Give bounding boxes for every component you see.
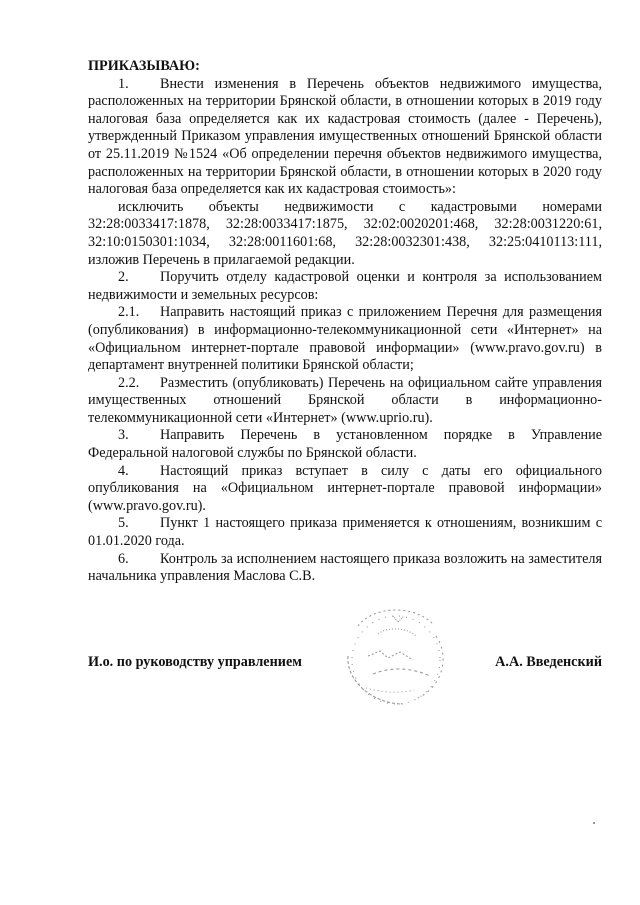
item-2-2-number: 2.2. — [118, 374, 140, 391]
item-2-2 — [88, 375, 602, 428]
item-2-2-text: Разместить (опубликовать) Перечень на официальном сайте управления имущественных отношений Брянской области в информационно-телекоммуникационной сети «Интернет» (www.uprio.ru). — [88, 374, 602, 426]
item-1 — [88, 76, 602, 199]
order-body — [88, 58, 602, 586]
item-4 — [88, 463, 602, 516]
item-2-number: 2. — [118, 269, 129, 286]
item-4-number: 4. — [118, 462, 129, 479]
item-3-number: 3. — [118, 427, 129, 444]
item-5-number: 5. — [118, 515, 129, 532]
item-1-exclusion: исключить объекты недвижимости с кадастровыми номерами 32:28:0033417:1878, 32:28:0033417:1875, 32:02:0020201:468, 32:28:0031220:61, 32:10:0150301:1034, 32:28:0011601:68, 32:28:0032301:438, 32:25:0410113:111, изложив Перечень в прилагаемой редакции. — [88, 198, 602, 268]
item-3-text: Направить Перечень в установленном порядке в Управление Федеральной налоговой службы по Брянской области. — [88, 427, 602, 462]
scan-speck — [593, 822, 595, 824]
item-6 — [88, 551, 602, 586]
item-2-1 — [88, 304, 602, 374]
item-2 — [88, 269, 602, 304]
item-1-number: 1. — [118, 75, 129, 92]
item-3 — [88, 427, 602, 462]
order-heading: ПРИКАЗЫВАЮ: — [88, 58, 200, 74]
item-5-text: Пункт 1 настоящего приказа применяется к отношениям, возникшим с 01.01.2020 года. — [88, 515, 602, 550]
signer-position: И.о. по руководству управлением — [88, 654, 302, 670]
item-4-text: Настоящий приказ вступает в силу с даты его официального опубликования на «Официальном интернет-портале правовой информации» (www.pravo.gov.ru). — [88, 462, 602, 514]
signer-name: А.А. Введенский — [495, 654, 602, 670]
item-2-1-text: Направить настоящий приказ с приложением Перечня для размещения (опубликования) в информационно-телекоммуникационной сети «Интернет» на «Официальном интернет-портале правовой информации» (www.pravo.gov.ru) в департамент внутренней политики Брянской области; — [88, 304, 602, 374]
item-2-text: Поручить отделу кадастровой оценки и контроля за использованием недвижимости и земельных ресурсов: — [88, 269, 602, 303]
item-5 — [88, 515, 602, 550]
item-1-text: Внести изменения в Перечень объектов недвижимого имущества, расположенных на территории Брянской области, в отношении которых в 2019 году налоговая база определяется как их кадастровая стоимость (далее - Перечень), утвержденный Приказом управления имущественных отношений Брянской области от 25.11.2019 №1524 «Об определении перечня объектов недвижимого имущества, расположенных на территории Брянской области, в отношении которых в 2020 году налоговая база определяется как их кадастровая стоимость»: — [88, 75, 602, 198]
item-6-text: Контроль за исполнением настоящего приказа возложить на заместителя начальника управления Маслова С.В. — [88, 550, 602, 585]
item-2-1-number: 2.1. — [118, 304, 140, 321]
signature-block — [88, 654, 602, 674]
item-6-number: 6. — [118, 550, 129, 567]
